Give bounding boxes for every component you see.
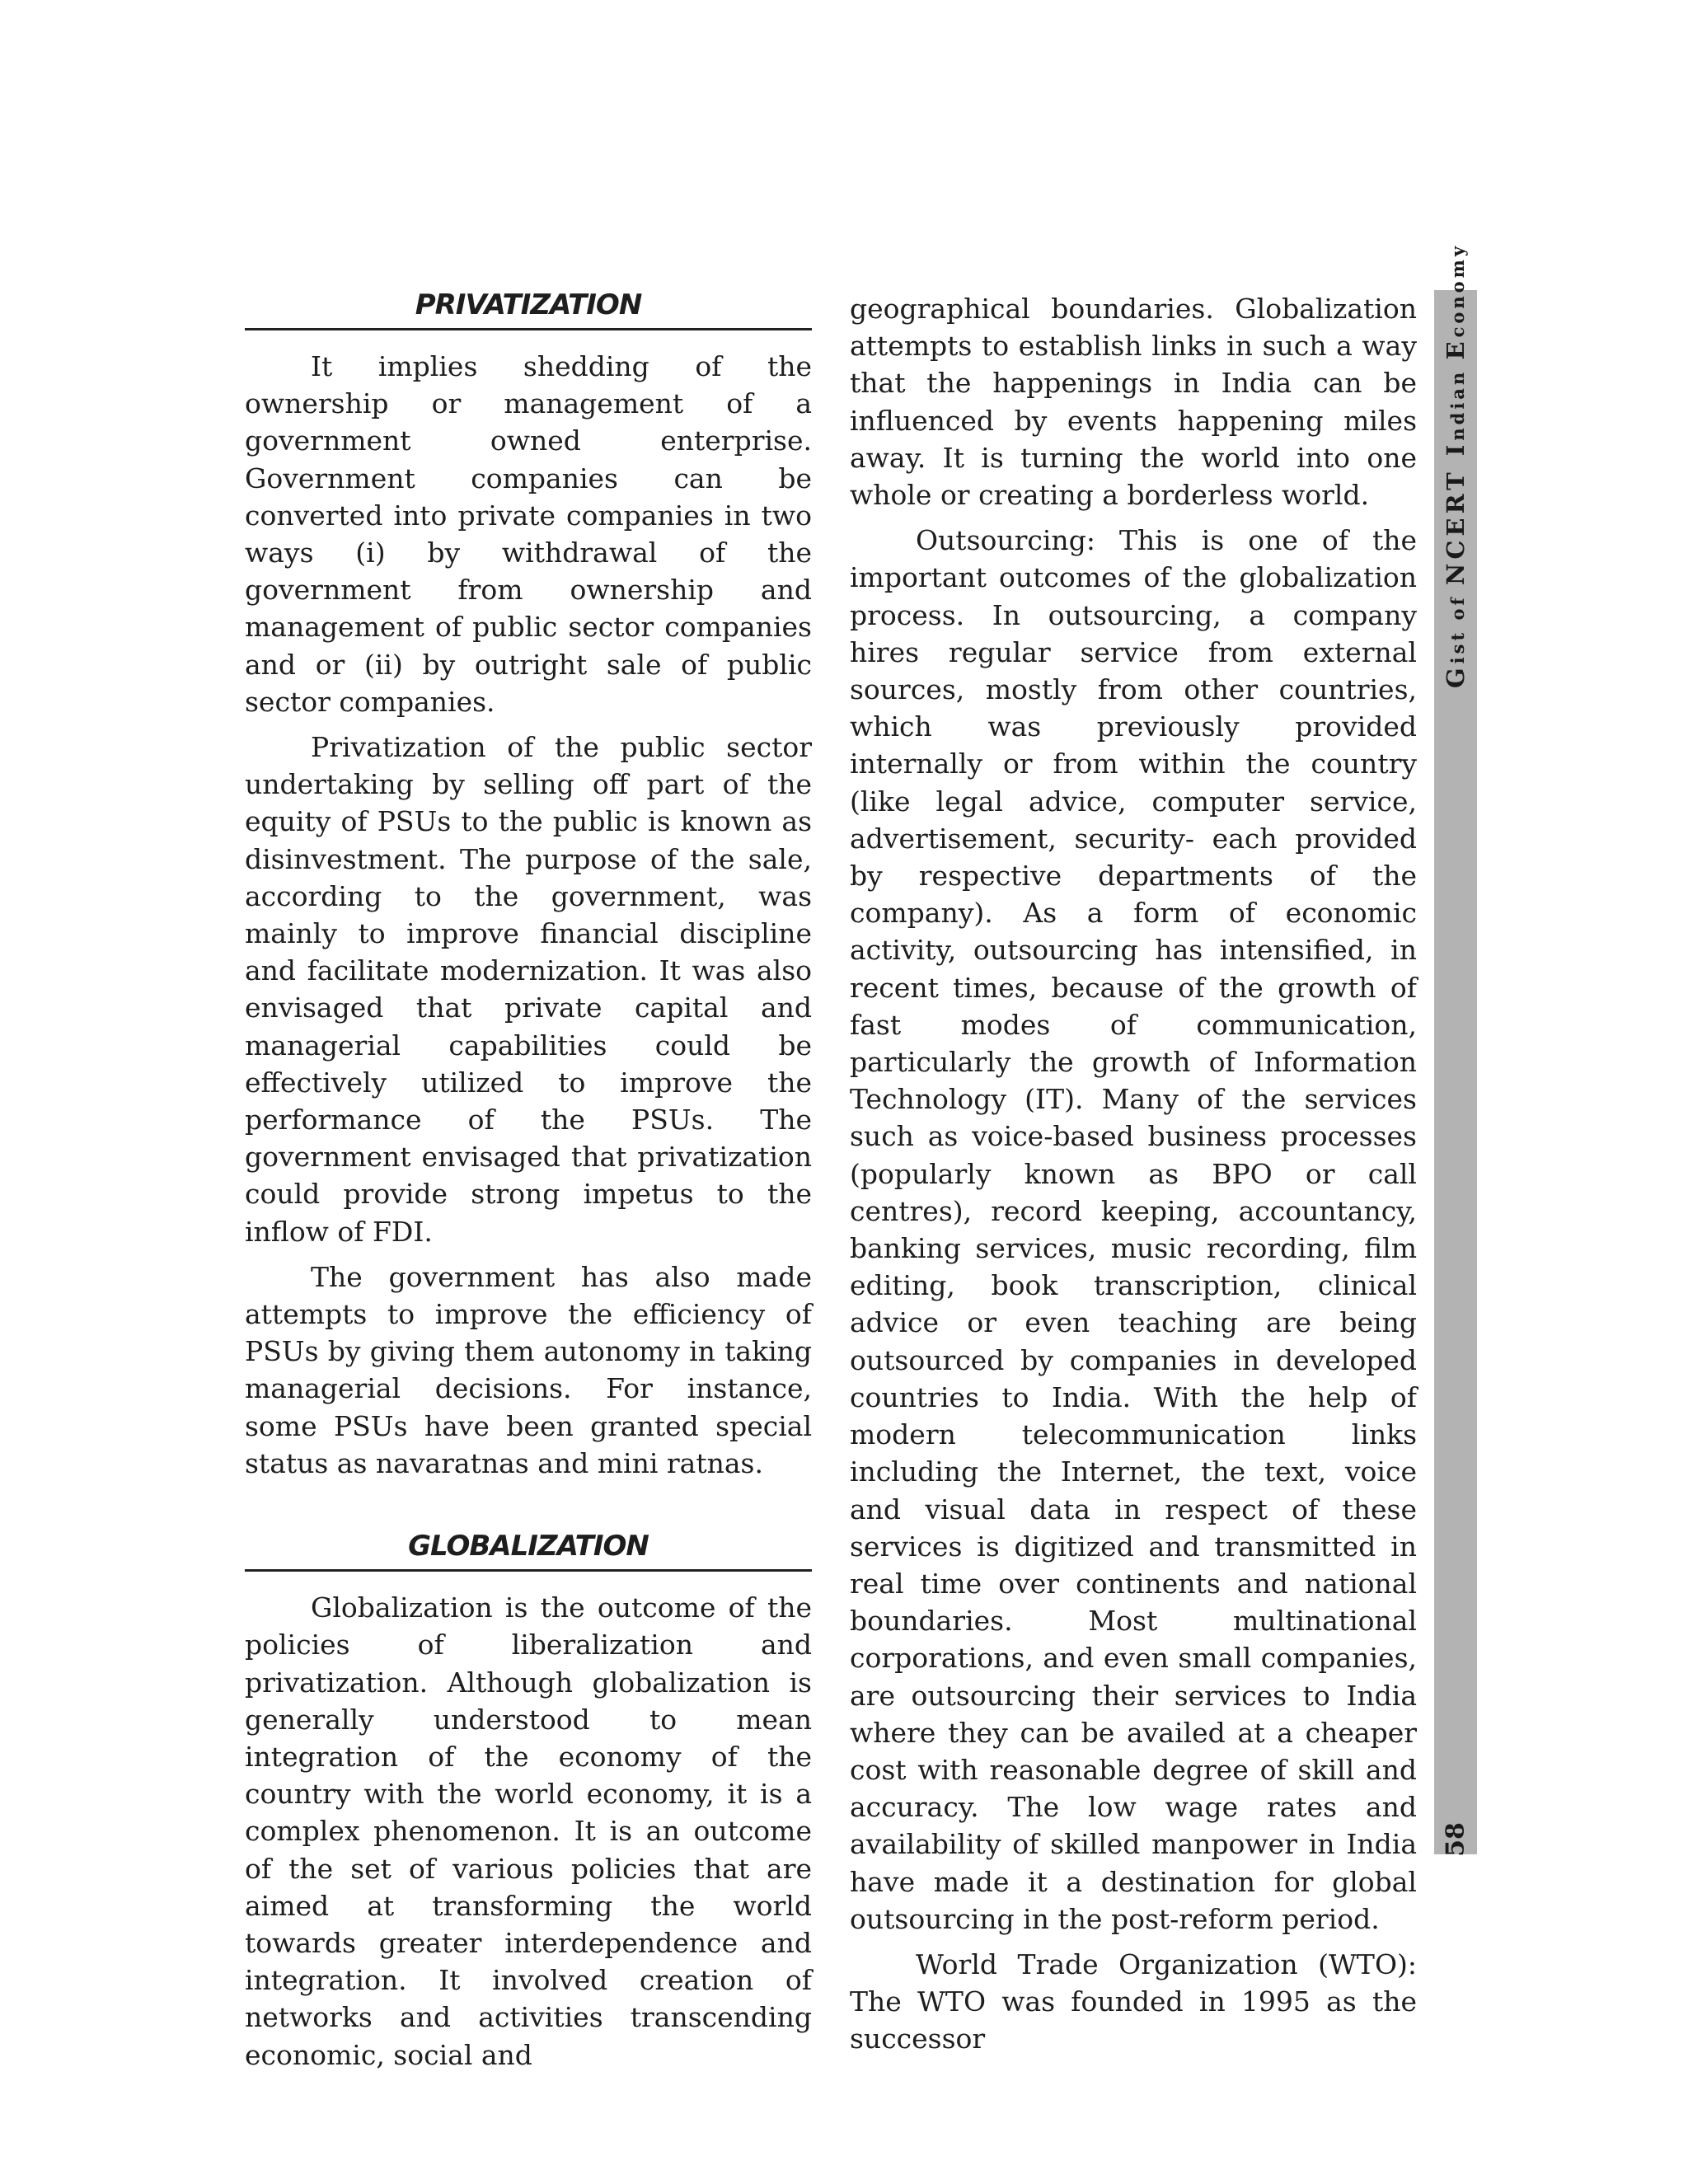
book-title bbox=[1442, 243, 1470, 688]
privatization-heading: PRIVATIZATION bbox=[245, 288, 812, 330]
book-title-part: NCERT bbox=[1442, 456, 1470, 586]
book-title-part: ist bbox=[1447, 620, 1468, 664]
book-title-part: I bbox=[1442, 440, 1470, 457]
globalization-continued-paragraph: geographical boundaries. Globalization attempts to establish links in such a way that the happenings in India can be influenced by events happening miles away. It is turning the world into one whole or creating a borderless world. bbox=[850, 293, 1417, 512]
book-title-part: of bbox=[1447, 585, 1468, 621]
left-column bbox=[245, 288, 812, 2074]
privatization-paragraph-2: Privatization of the public sector undertaking by selling off part of the equity of PSUs to the public is known as disinvestment. The purpose of the sale, according to the government, was mainly to improve financial discipline and facilitate modernization. It was also envisaged that private capital and managerial capabilities could be effectively utilized to improve the performance of the PSUs. The government envisaged that privatization could provide strong impetus to the inflow of FDI. bbox=[245, 731, 812, 1248]
globalization-heading: GLOBALIZATION bbox=[245, 1530, 812, 1572]
right-column bbox=[850, 290, 1417, 2058]
wto-paragraph: World Trade Organization (WTO): The WTO was founded in 1995 as the successor bbox=[850, 1947, 1417, 2055]
book-title-part: G bbox=[1442, 663, 1470, 689]
outsourcing-paragraph: Outsourcing: This is one of the important outcomes of the globalization process. In outsourcing, a company hires regular service from external sources, mostly from other countries, which was previously provided internally or from within the country (like legal advice, computer service, advertisement, security- each provided by respective departments of the company). As a form of economic activity, outsourcing has intensified, in recent times, because of the growth of fast modes of communication, particularly the growth of Information Technology (IT). Many of the services such as voice-based business processes (popularly known as BPO or call centres), record keeping, accountancy, banking services, music recording, film editing, book transcription, clinical advice or even teaching are being outsourced by companies in developed countries to India. With the help of modern telecommunication links including the Internet, the text, voice and visual data in respect of these services is digitized and transmitted in real time over continents and national boundaries. Most multinational corporations, and even small companies, are outsourcing their services to India where they can be availed at a cheaper cost with reasonable degree of skill and accuracy. The low wage rates and availability of skilled manpower in India have made it a destination for global outsourcing in the post-reform period. bbox=[850, 524, 1417, 1935]
page-number: 58 bbox=[1441, 1822, 1470, 1857]
globalization-paragraph-1: Globalization is the outcome of the policies of liberalization and privatization. Although globalization is generally understood to mean integration of the economy of the country with the world economy, it is a complex phenomenon. It is an outcome of the set of various policies that are aimed at transforming the world towards greater interdependence and integration. It involved creation of networks and activities transcending economic, social and bbox=[245, 1591, 812, 2071]
book-title-part: conomy bbox=[1447, 242, 1468, 338]
privatization-paragraph-3: The government has also made attempts to improve the efficiency of PSUs by giving them autonomy in taking managerial decisions. For instance, some PSUs have been granted special status as navaratnas and mini ratnas. bbox=[245, 1260, 812, 1479]
book-title-part: E bbox=[1442, 337, 1470, 360]
book-title-part: ndian bbox=[1447, 359, 1468, 441]
privatization-paragraph-1: It implies shedding of the ownership or management of a government owned enterprise. Government companies can be converted into private companies in two ways (i) by withdrawal of the government from ownership and management of public sector companies and or (ii) by outright sale of public sector companies. bbox=[245, 350, 812, 718]
